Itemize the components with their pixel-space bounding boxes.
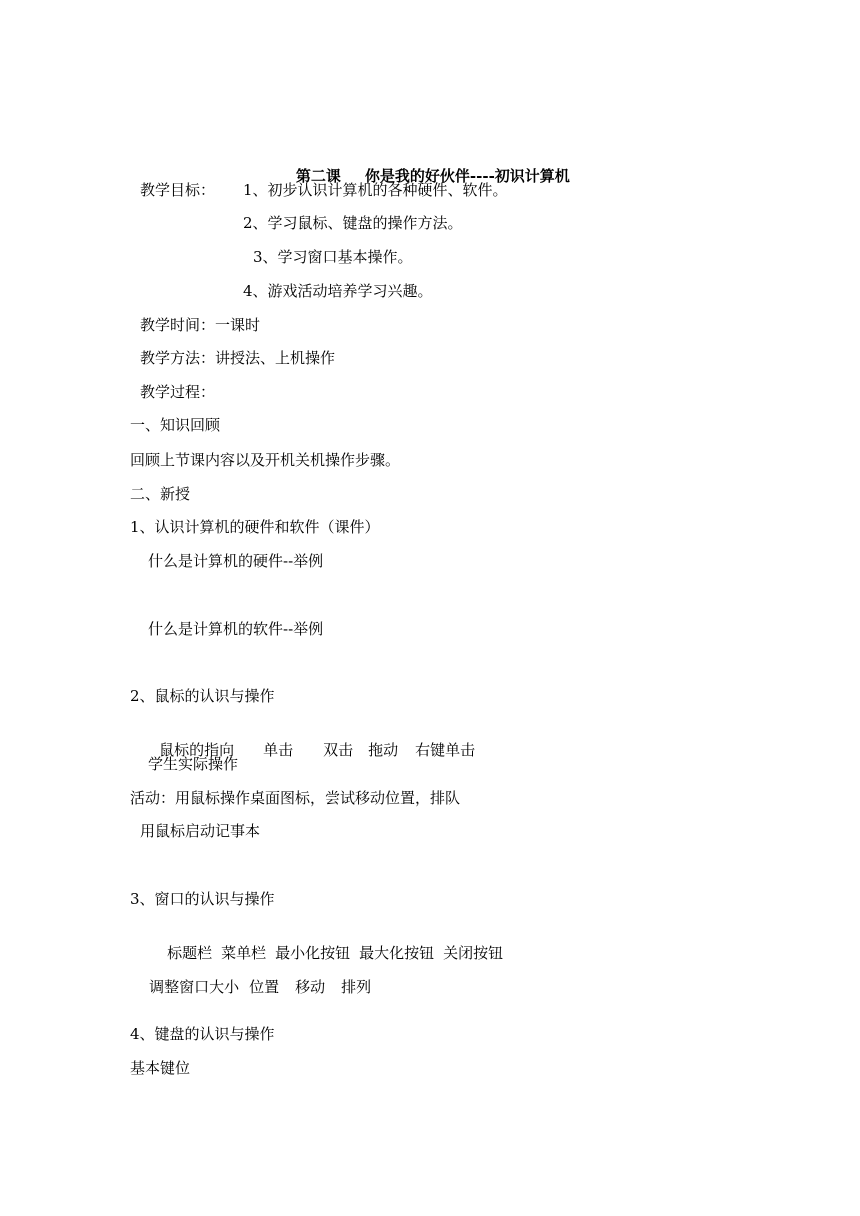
window-part-minimize: 最小化按钮 bbox=[275, 944, 351, 962]
lesson-topic: 你是我的好伙伴----初识计算机 bbox=[364, 167, 570, 185]
part2-activity: 活动：用鼠标操作桌面图标，尝试移动位置，排队 bbox=[130, 789, 461, 807]
mouse-op-rightclick: 右键单击 bbox=[415, 741, 476, 759]
window-adjust-move: 移动 bbox=[295, 978, 326, 996]
part1-hardware: 什么是计算机的硬件--举例 bbox=[148, 552, 324, 570]
part2-practice: 学生实际操作 bbox=[148, 755, 239, 773]
window-adjust-arrange: 排列 bbox=[341, 978, 372, 996]
mouse-op-drag: 拖动 bbox=[368, 741, 399, 759]
teaching-method: 教学方法：讲授法、上机操作 bbox=[140, 349, 336, 367]
objective-item-1: 1、初步认识计算机的各种硬件、软件。 bbox=[243, 181, 508, 199]
part2-notepad: 用鼠标启动记事本 bbox=[140, 822, 261, 840]
section1-text: 回顾上节课内容以及开机关机操作步骤。 bbox=[130, 451, 401, 469]
part1-software: 什么是计算机的软件--举例 bbox=[148, 620, 324, 638]
window-part-maximize: 最大化按钮 bbox=[359, 944, 435, 962]
part4-heading: 4、键盘的认识与操作 bbox=[130, 1025, 275, 1043]
part4-text: 基本键位 bbox=[130, 1059, 191, 1077]
window-adjust-size: 调整窗口大小 bbox=[149, 978, 240, 996]
window-part-titlebar: 标题栏 bbox=[167, 944, 213, 962]
mouse-op-click: 单击 bbox=[263, 741, 294, 759]
objective-item-2: 2、学习鼠标、键盘的操作方法。 bbox=[243, 214, 463, 232]
window-adjust-row bbox=[130, 957, 371, 1017]
teaching-time: 教学时间：一课时 bbox=[140, 316, 261, 334]
section2-heading: 二、新授 bbox=[130, 485, 191, 503]
window-part-close: 关闭按钮 bbox=[443, 944, 504, 962]
lesson-number: 第二课 bbox=[295, 167, 341, 185]
objective-item-4: 4、游戏活动培养学习兴趣。 bbox=[243, 282, 433, 300]
section1-heading: 一、知识回顾 bbox=[130, 416, 221, 434]
mouse-op-doubleclick: 双击 bbox=[323, 741, 354, 759]
part3-heading: 3、窗口的认识与操作 bbox=[130, 890, 275, 908]
window-adjust-position: 位置 bbox=[249, 978, 280, 996]
mouse-op-point: 鼠标的指向 bbox=[159, 741, 235, 759]
window-part-menubar: 菜单栏 bbox=[221, 944, 267, 962]
objective-item-3: 3、学习窗口基本操作。 bbox=[253, 248, 413, 266]
part2-heading: 2、鼠标的认识与操作 bbox=[130, 687, 275, 705]
part1-heading: 1、认识计算机的硬件和软件（课件） bbox=[130, 518, 380, 536]
objectives-label: 教学目标： bbox=[140, 181, 216, 199]
teaching-process: 教学过程： bbox=[140, 383, 216, 401]
